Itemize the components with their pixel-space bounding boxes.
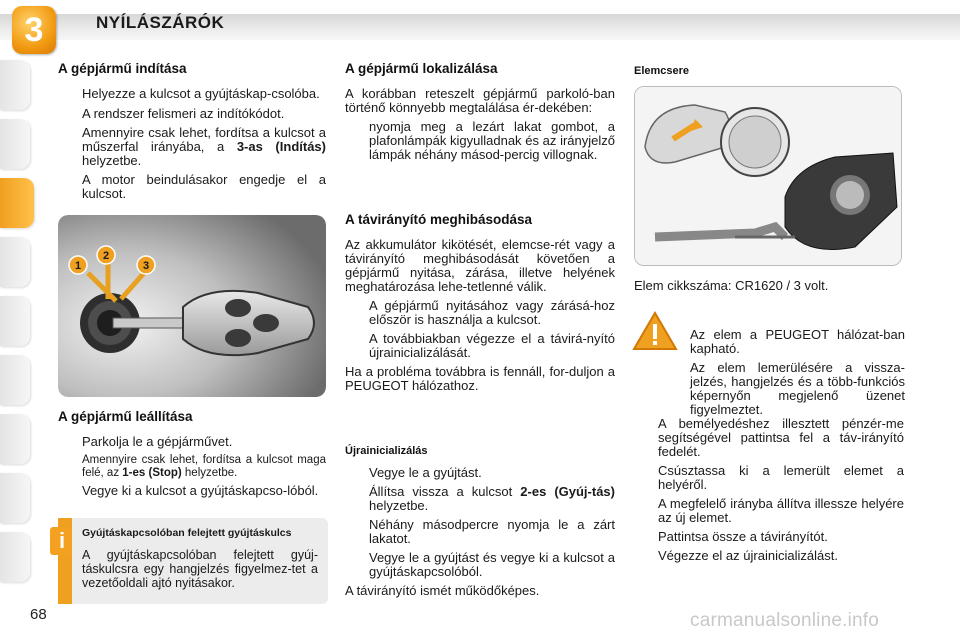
failure-outro: Ha a probléma továbbra is fennáll, for-duljon a PEUGEOT hálózathoz. [345,364,615,393]
chapter-tab-active[interactable] [0,178,34,228]
chapter-number-badge: 3 [12,6,56,54]
battery-replacement-illustration [634,86,902,266]
callout-1: 1 [74,260,82,272]
info-icon: i [50,527,74,555]
start-item: Helyezze a kulcsot a gyújtáskap-csolóba. A rendszer felismeri az indítókódot. [58,87,326,121]
info-box [72,518,328,604]
chapter-tab[interactable] [0,355,30,405]
reinit-heading: Újrainicializálás [345,445,428,457]
start-section [58,62,326,206]
stop-item: Vegye ki a kulcsot a gyújtáskapcso-lóból. [82,483,319,498]
failure-heading: A távirányító meghibásodása [345,212,533,227]
reinit-item: Vegye le a gyújtást. [369,465,482,480]
failure-item: A gépjármű nyitásához vagy zárásá-hoz először is használja a kulcsot. [369,298,615,327]
chapter-tab[interactable] [0,60,30,110]
ignition-key-illustration [58,215,326,397]
reinit-item: Néhány másodpercre nyomja le a zárt lakatot. [369,517,615,546]
callout-3: 3 [142,260,150,272]
chapter-tab[interactable] [0,119,30,169]
warning-triangle-icon [632,310,678,352]
battery-warning: Az elem lemerülésére a vissza-jelzés, hangjelzés és a több-funkciós képernyőn megjelenő üzenet figyelmeztet. [690,360,905,417]
battery-step: Végezze el az újrainicializálást. [658,548,838,563]
battery-step: A bemélyedéshez illesztett pénzér-me segítségével pattintsa fel a táv-irányító fedelét. [658,416,904,459]
start-heading: A gépjármű indítása [58,61,187,76]
reinit-item: Állítsa vissza a kulcsot 2-es (Gyúj-tás) helyzetbe. [369,484,615,513]
battery-step: Pattintsa össze a távirányítót. [658,529,828,544]
locate-section [345,62,615,167]
failure-intro: Az akkumulátor kikötését, elemcse-rét vagy a távirányító meghibásodását követően a gépjármű nyitása, zárása, illetve helyének meghatározása lehe-tetlenné válik. [345,237,615,294]
info-box-text: A gyújtáskapcsolóban felejtett gyúj-táskulcsra egy hangjelzés figyelmez-tet a vezetőoldali ajtó nyitásakor. [82,548,318,590]
start-item: Amennyire csak lehet, fordítsa a kulcsot a műszerfal irányába, a 3-as (Indítás) helyzetbe. [82,125,326,168]
info-box-title: Gyújtáskapcsolóban felejtett gyújtáskulcs [82,527,292,539]
locate-intro: A korábban reteszelt gépjármű parkoló-ban történő könnyebb megtalálása ér-dekében: [345,86,615,115]
chapter-tab[interactable] [0,414,30,464]
chapter-tab[interactable] [0,473,30,523]
locate-heading: A gépjármű lokalizálása [345,61,498,76]
stop-item: Parkolja le a gépjárművet. [82,434,233,449]
reinit-item: Vegye le a gyújtást és vegye ki a kulcsot a gyújtáskapcsolóból. [369,550,615,579]
battery-step: A megfelelő irányba állítva illessze helyére az új elemet. [658,496,904,525]
start-item: A motor beindulásakor engedje el a kulcsot. [82,172,326,201]
failure-item: A továbbiakban végezze el a távirá-nyító újrainicializálását. [369,331,615,360]
locate-item: nyomja meg a lezárt lakat gombot, a plafonlámpák kigyulladnak és az irányjelző lámpák néhány másod-percig villognak. [369,119,615,162]
page-number: 68 [30,606,47,623]
failure-section [345,213,615,398]
battery-warning: Az elem a PEUGEOT hálózat-ban kapható. [690,327,905,356]
battery-ref: Elem cikkszáma: CR1620 / 3 volt. [634,278,829,293]
battery-section [634,64,904,86]
watermark: carmanualsonline.info [690,610,880,631]
reinit-section [345,444,615,603]
page-title: NYÍLÁSZÁRÓK [96,13,225,32]
battery-heading: Elemcsere [634,65,690,77]
battery-ref-block [634,279,904,298]
chapter-tab[interactable] [0,237,30,287]
reinit-outro: A távirányító ismét működőképes. [345,583,540,598]
page-header [0,0,960,50]
callout-2: 2 [102,250,110,262]
stop-section [58,410,326,503]
chapter-tab[interactable] [0,532,30,582]
start-sub-note: A rendszer felismeri az indítókódot. [82,106,285,121]
stop-item: Amennyire csak lehet, fordítsa a kulcsot maga felé, az 1-es (Stop) helyzetbe. [82,454,326,479]
battery-steps [634,417,904,568]
chapter-tabs [0,60,42,591]
stop-heading: A gépjármű leállítása [58,409,193,424]
battery-warnings [690,328,905,422]
battery-step: Csúsztassa ki a lemerült elemet a helyéről. [658,463,904,492]
chapter-tab[interactable] [0,296,30,346]
